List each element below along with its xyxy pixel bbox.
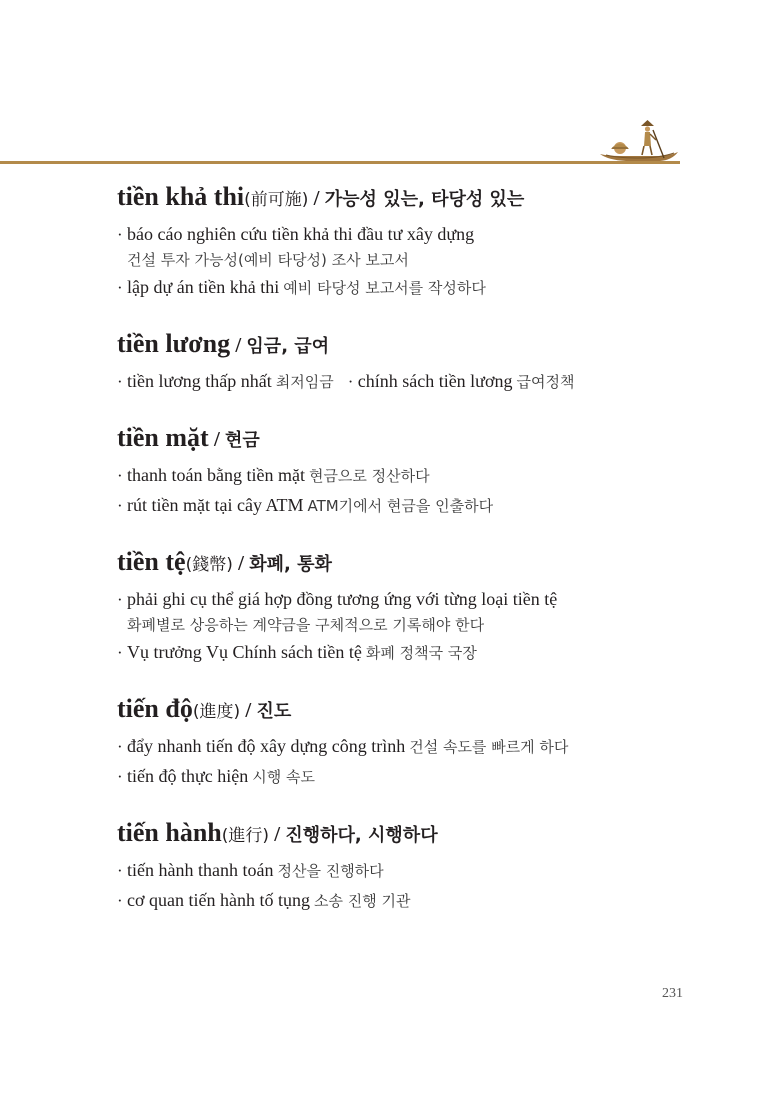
- separator: /: [230, 333, 247, 357]
- example: [117, 273, 737, 303]
- headword: tiền khả thi: [117, 182, 245, 211]
- example: [117, 638, 737, 668]
- example-vietnamese: Vụ trưởng Vụ Chính sách tiền tệ: [127, 642, 362, 662]
- hanja: (前可施): [244, 190, 309, 210]
- example-vietnamese: thanh toán bằng tiền mặt: [127, 465, 305, 485]
- example-vietnamese: rút tiền mặt tại cây ATM: [127, 495, 304, 515]
- dictionary-entries: [117, 178, 737, 916]
- example-translation-line: [117, 613, 737, 638]
- example-vietnamese: tiến hành thanh toán: [127, 860, 274, 880]
- example-vietnamese: chính sách tiền lương: [357, 371, 513, 391]
- example-vietnamese: báo cáo nghiên cứu tiền khả thi đầu tư xây dựng: [127, 224, 475, 244]
- example-korean: 화폐별로 상응하는 계약금을 구체적으로 기록해야 한다: [127, 616, 485, 634]
- example-korean: 건설 속도를 빠르게 하다: [409, 738, 569, 756]
- example: [117, 585, 737, 615]
- bullet: ·: [117, 643, 123, 662]
- example-korean: 정산을 진행하다: [277, 862, 384, 880]
- example-vietnamese: tiền lương thấp nhất: [127, 371, 272, 391]
- page-number: 231: [662, 986, 683, 1001]
- example-korean: 예비 타당성 보고서를 작성하다: [283, 279, 486, 297]
- separator: /: [208, 427, 226, 451]
- example-vietnamese: lập dự án tiền khả thi: [127, 277, 280, 297]
- headword: tiền mặt: [117, 423, 209, 452]
- entry: [117, 814, 737, 916]
- example: [117, 461, 737, 491]
- example-korean: 현금으로 정산하다: [308, 467, 430, 485]
- example: [117, 886, 737, 916]
- example: [117, 856, 737, 886]
- headword: tiền tệ: [117, 547, 186, 576]
- hanja: (錢幣): [185, 555, 233, 575]
- example-vietnamese: đẩy nhanh tiến độ xây dựng công trình: [127, 736, 406, 756]
- example: [117, 491, 737, 521]
- separator: /: [240, 698, 257, 722]
- example: [117, 367, 737, 397]
- bullet: ·: [117, 891, 123, 910]
- hanja: (進度): [192, 702, 241, 722]
- example: [117, 732, 737, 762]
- entry: [117, 325, 737, 397]
- bullet: ·: [117, 278, 123, 297]
- bullet: ·: [347, 372, 354, 391]
- separator: /: [308, 186, 325, 210]
- example: [117, 762, 737, 792]
- headword: tiền lương: [117, 329, 231, 358]
- bullet: ·: [117, 225, 123, 244]
- separator: /: [269, 822, 286, 846]
- korean-meaning: 진도: [256, 701, 292, 722]
- korean-meaning: 진행하다, 시행하다: [285, 825, 438, 846]
- entry: [117, 178, 737, 303]
- headword: tiến độ: [117, 694, 193, 723]
- entry-headline: [117, 543, 737, 585]
- bullet: ·: [117, 861, 123, 880]
- entry: [117, 543, 737, 668]
- bullet: ·: [117, 590, 123, 609]
- example-korean: 화폐 정책국 국장: [365, 644, 477, 662]
- header-rule: [0, 161, 680, 164]
- entry-headline: [117, 690, 737, 732]
- example-korean: 소송 진행 기관: [313, 892, 411, 910]
- example-vietnamese: phải ghi cụ thể giá hợp đồng tương ứng với từng loại tiền tệ: [127, 589, 558, 609]
- entry-headline: [117, 419, 737, 461]
- entry-headline: [117, 814, 737, 856]
- bullet: ·: [117, 466, 123, 485]
- bullet: ·: [117, 372, 123, 391]
- example-korean: 시행 속도: [252, 768, 315, 786]
- example-korean: 급여정책: [516, 373, 575, 391]
- korean-meaning: 임금, 급여: [246, 336, 330, 357]
- example-vietnamese: tiến độ thực hiện: [127, 766, 249, 786]
- headword: tiến hành: [117, 818, 222, 847]
- entry-headline: [117, 178, 737, 220]
- hanja: (進行): [221, 826, 270, 846]
- example-korean: ATM기에서 현금을 인출하다: [307, 497, 494, 515]
- example-translation-line: [117, 248, 737, 273]
- example: [117, 220, 737, 250]
- example-korean: 최저임금: [275, 373, 334, 391]
- example-vietnamese: cơ quan tiến hành tố tụng: [127, 890, 310, 910]
- bullet: ·: [117, 496, 123, 515]
- entry-headline: [117, 325, 737, 367]
- boat-with-rower-icon: [598, 118, 680, 164]
- bullet: ·: [117, 767, 123, 786]
- entry: [117, 419, 737, 521]
- korean-meaning: 가능성 있는, 타당성 있는: [324, 189, 525, 210]
- korean-meaning: 화폐, 통화: [249, 554, 332, 575]
- entry: [117, 690, 737, 792]
- example-korean: 건설 투자 가능성(예비 타당성) 조사 보고서: [127, 251, 409, 269]
- separator: /: [232, 551, 250, 575]
- bullet: ·: [117, 737, 123, 756]
- korean-meaning: 현금: [225, 430, 260, 451]
